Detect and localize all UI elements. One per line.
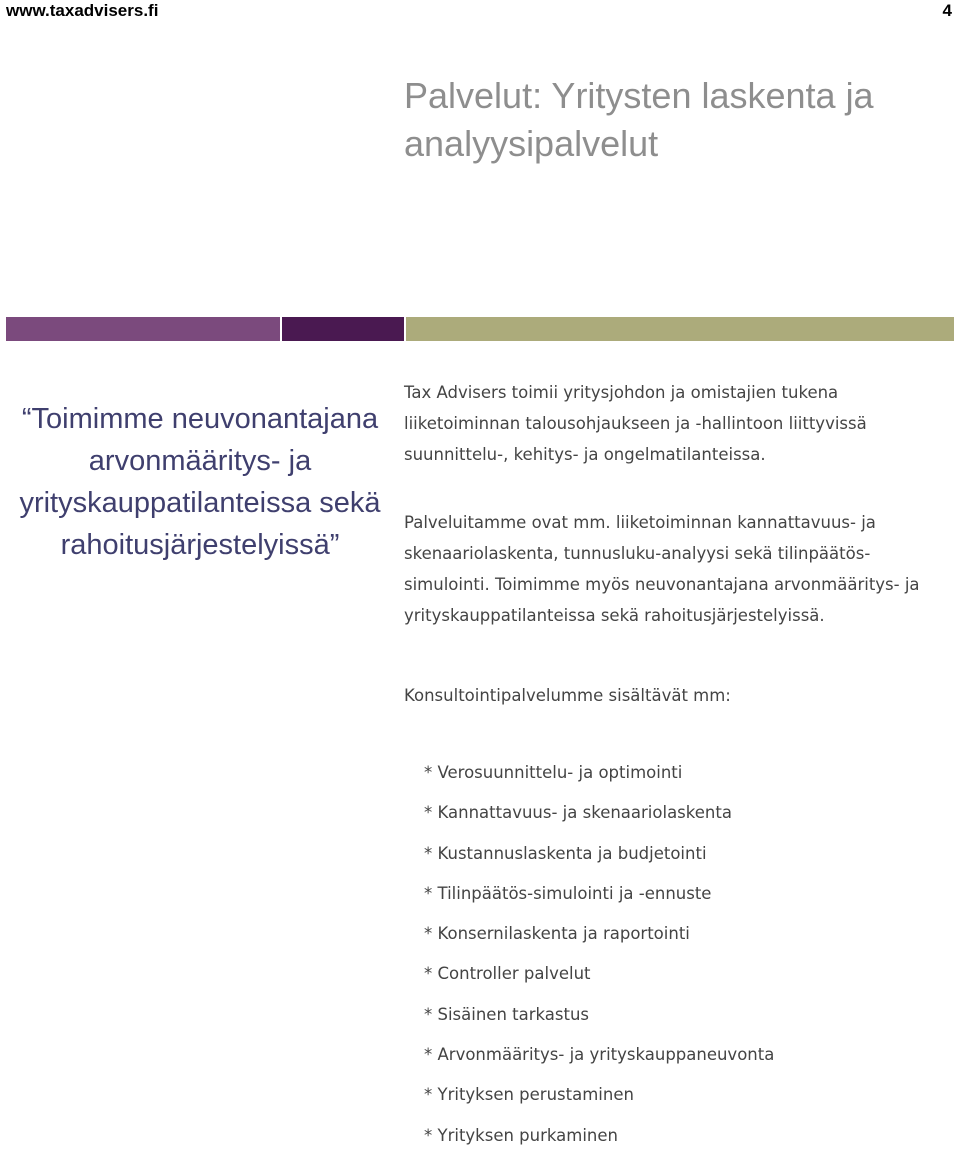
list-item: * Yrityksen purkaminen xyxy=(424,1125,618,1145)
list-item: * Konsernilaskenta ja raportointi xyxy=(424,924,690,944)
decor-bar-olive xyxy=(406,317,954,341)
list-item: * Sisäinen tarkastus xyxy=(424,1004,590,1024)
services-paragraph: Palveluitamme ovat mm. liiketoiminnan kannattavuus- ja skenaariolaskenta, tunnusluku-analyysi sekä tilinpäätös-simulointi. Toimimme myös neuvonantajana arvonmääritys- ja yrityskauppatilanteissa sekä rahoitusjärjestelyissä. xyxy=(404,513,920,625)
intro-paragraph: Tax Advisers toimii yritysjohdon ja omistajien tukena liiketoiminnan talousohjaukseen ja -hallintoon liittyvissä suunnittelu-, kehitys- ja ongelmatilanteissa. xyxy=(404,383,867,464)
list-item: * Yrityksen perustaminen xyxy=(424,1085,634,1105)
list-item: * Tilinpäätös-simulointi ja -ennuste xyxy=(424,883,712,903)
page-number: 4 xyxy=(942,1,952,20)
page-title: Palvelut: Yritysten laskenta ja analyysipalvelut xyxy=(404,75,874,164)
pull-quote: “Toimimme neuvonantajana arvonmääritys- ja yrityskauppatilanteissa sekä rahoitusjärjestelyissä” xyxy=(19,403,381,561)
list-item: * Controller palvelut xyxy=(424,964,591,984)
site-url: www.taxadvisers.fi xyxy=(6,1,159,20)
list-item: * Kannattavuus- ja skenaariolaskenta xyxy=(424,803,732,823)
consulting-heading: Konsultointipalvelumme sisältävät mm: xyxy=(404,686,731,705)
decor-bar-dark-purple xyxy=(282,317,404,341)
list-item: * Verosuunnittelu- ja optimointi xyxy=(424,763,683,782)
list-item: * Arvonmääritys- ja yrityskauppaneuvonta xyxy=(424,1045,775,1065)
services-list xyxy=(424,757,774,1160)
decor-bar-purple xyxy=(6,317,280,341)
list-item: * Kustannuslaskenta ja budjetointi xyxy=(424,843,707,863)
